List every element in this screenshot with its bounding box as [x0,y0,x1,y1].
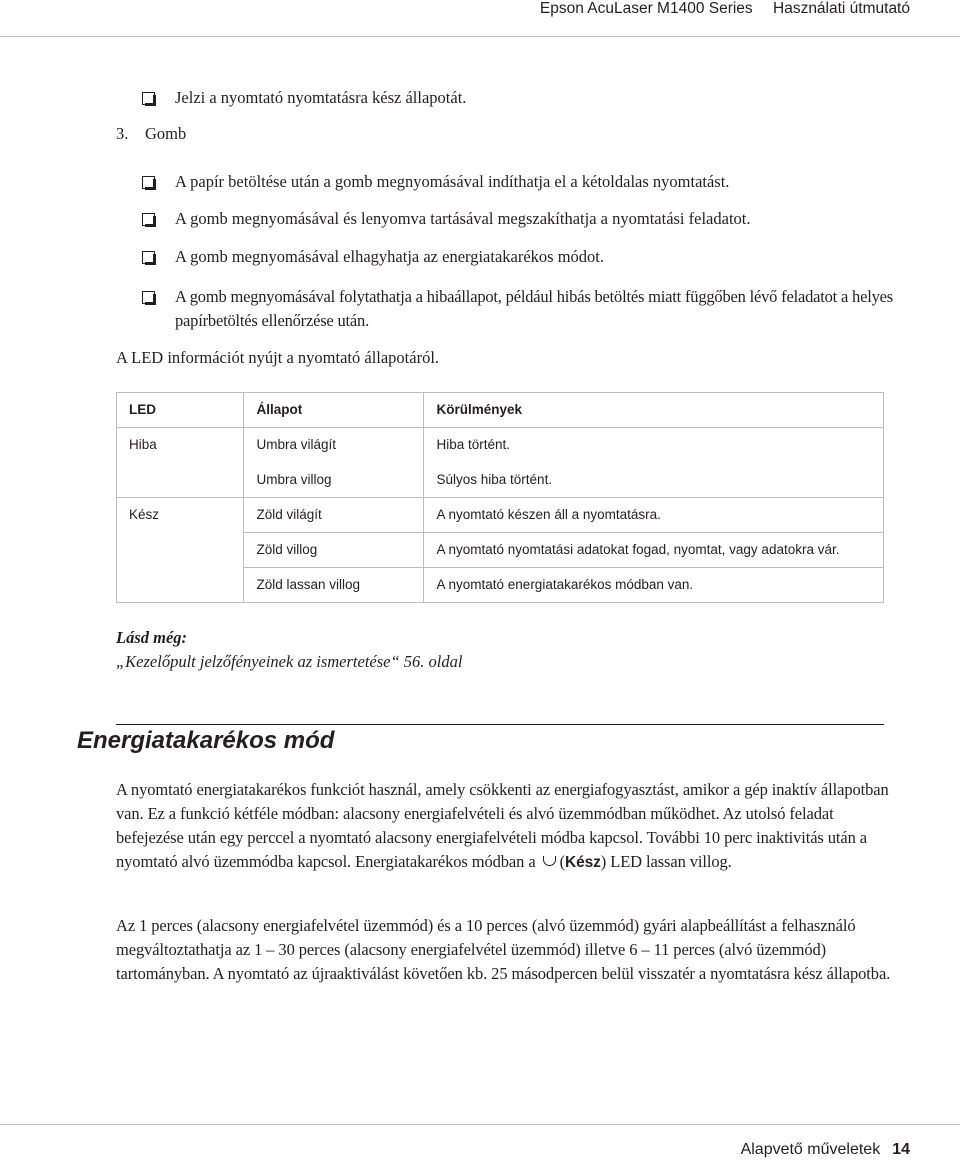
table-row [116,567,884,602]
table-cell: Zöld lassan villog [243,567,423,602]
footer-section: Alapvető műveletek [740,1141,881,1158]
header-product: Epson AcuLaser M1400 Series [539,0,753,17]
item-label: Gomb [145,124,187,143]
table-cell [116,567,243,602]
header-rule [0,36,960,37]
table-cell: Hiba [129,437,157,453]
list-item: A gomb megnyomásával elhagyhatja az energiatakarékos módot. [142,245,922,269]
checkbox-bullet-icon [142,291,155,304]
table-cell [116,532,243,567]
led-status-table [116,392,884,602]
item-number: 3. [116,124,129,143]
table-row [116,532,884,567]
checkbox-bullet-icon [142,213,155,226]
see-also-label: Lásd még: [116,628,188,647]
list-item: Jelzi a nyomtató nyomtatásra kész állapotát. [142,86,922,110]
table-cell: Kész [129,507,160,523]
column-header: Állapot [243,392,423,427]
table-row [116,462,884,497]
page-number: 14 [892,1141,910,1158]
table-cell: A nyomtató nyomtatási adatokat fogad, nyomtat, vagy adatokra vár. [423,532,884,567]
column-header: LED [116,392,243,427]
list-item: A gomb megnyomásával folytathatja a hibaállapot, például hibás betöltés miatt függőben lévő feladatot a helyes papírbetöltés ellenőrzése után. [142,285,922,333]
checkbox-bullet-icon [142,92,155,105]
table-header-row [116,392,884,427]
led-intro: A LED információt nyújt a nyomtató állapotáról. [116,348,440,367]
ready-label: Kész [565,854,601,871]
table-cell: Súlyos hiba történt. [423,462,884,497]
header-guide: Használati útmutató [773,0,910,17]
table-cell: Zöld világít [243,497,423,532]
list-item: A papír betöltése után a gomb megnyomásával indíthatja el a kétoldalas nyomtatást. [142,170,922,194]
page-footer [741,1141,910,1159]
checkbox-bullet-icon [142,176,155,189]
table-row [116,497,884,532]
table-row [116,427,884,462]
table-cell: Umbra világít [243,427,423,462]
section-rule [116,724,884,725]
see-also [116,626,462,674]
ready-led-icon [543,856,556,866]
see-also-link[interactable]: „Kezelőpult jelzőfényeinek az ismertetése“ 56. oldal [116,652,463,671]
table-cell: A nyomtató energiatakarékos módban van. [423,567,884,602]
section-title: Energiatakarékos mód [77,727,335,754]
table-cell: Umbra villog [243,462,423,497]
table-cell: A nyomtató készen áll a nyomtatásra. [423,497,884,532]
table-cell: Zöld villog [243,532,423,567]
footer-rule [0,1124,960,1125]
table-cell: Hiba történt. [423,427,884,462]
checkbox-bullet-icon [142,251,155,264]
page-header [524,0,910,18]
section-paragraph-2: Az 1 perces (alacsony energiafelvétel üzemmód) és a 10 perces (alvó üzemmód) gyári alapbeállítást a felhasználó megváltoztathatja az 1 – 30 perces (alacsony energiafelvétel üzemmód) illetve 6 – 11 perces (alvó üzemmód) tartományban. A nyomtató az újraaktiválást követően kb. 25 másodpercen belül visszatér a nyomtatásra kész állapotba. [116,916,891,983]
section-paragraph-1: A nyomtató energiatakarékos funkciót használ, amely csökkenti az energiafogyasztást, amikor a gép inaktív állapotban van. Ez a funkció kétféle módban: alacsony energiafelvételi és alvó üzemmódban működhet. Az utolsó feladat befejezése után egy perccel a nyomtató alacsony energiafelvételi módba kapcsol. További 10 perc inaktivitás után a nyomtató alvó üzemmódba kapcsol. Energiatakarékos módban a (Kész) LED lassan villog. [116,780,889,871]
table-cell [116,462,243,497]
column-header: Körülmények [423,392,884,427]
list-item: A gomb megnyomásával és lenyomva tartásával megszakíthatja a nyomtatási feladatot. [142,207,922,231]
numbered-item [116,122,186,146]
